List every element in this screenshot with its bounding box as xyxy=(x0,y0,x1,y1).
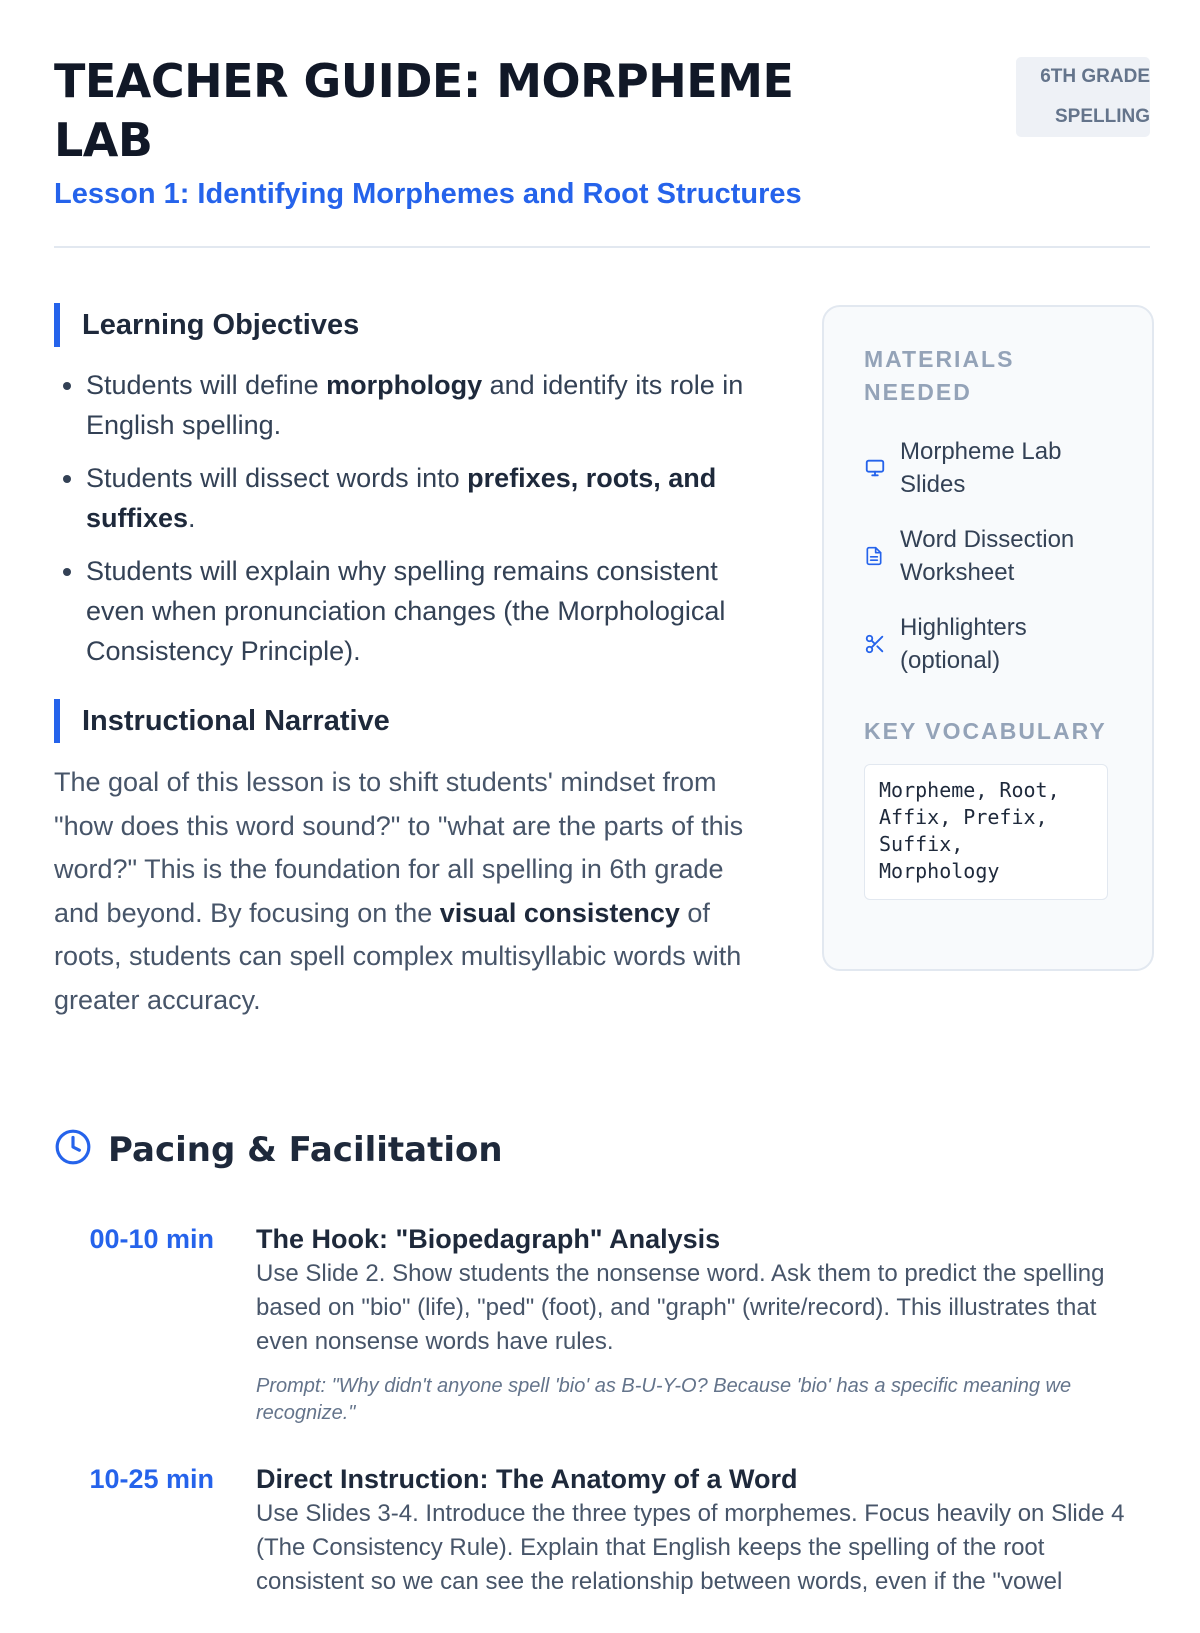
clock-icon xyxy=(54,1128,92,1171)
objective-bold: morphology xyxy=(326,370,483,400)
objectives-heading: Learning Objectives xyxy=(54,303,764,347)
pacing-row-desc: Use Slide 2. Show students the nonsense word. Ask them to predict the spelling based on "bio" (life), "ped" (foot), and "graph" (write/record). This illustrates that even nonsense words have rules. xyxy=(256,1260,1105,1355)
header-divider xyxy=(54,246,1150,248)
narrative-paragraph xyxy=(54,761,764,1022)
page-title: TEACHER GUIDE: MORPHEME LAB xyxy=(54,54,794,167)
vocab-heading: KEY VOCABULARY xyxy=(864,718,1107,744)
objective-bold: prefixes, roots, and suffixes xyxy=(86,463,717,533)
pacing-body xyxy=(256,1461,1150,1599)
vocab-box: Morpheme, Root, Affix, Prefix, Suffix, Morphology xyxy=(864,764,1108,900)
lesson-subtitle: Lesson 1: Identifying Morphemes and Root Structures xyxy=(54,178,802,210)
pacing-row-desc: Use Slides 3-4. Introduce the three types of morphemes. Focus heavily on Slide 4 (The Consistency Rule). Explain that English keeps the spelling of the root consistent so we can see the relationship between words, even if the "vowel xyxy=(256,1500,1125,1595)
pacing-rows xyxy=(54,1221,1150,1599)
pacing-row xyxy=(54,1221,1150,1427)
pacing-row-title: Direct Instruction: The Anatomy of a Word xyxy=(256,1464,798,1494)
badge-subject: SPELLING xyxy=(1054,106,1150,127)
material-item xyxy=(864,435,1112,501)
materials-heading: MATERIALS NEEDED xyxy=(864,346,1015,405)
list-item xyxy=(86,551,764,671)
material-item xyxy=(864,611,1112,677)
pacing-title: Pacing & Facilitation xyxy=(108,1129,503,1170)
pacing-section xyxy=(54,1128,1150,1633)
objective-text: and identify its role in English spelling. xyxy=(86,370,744,440)
pacing-row xyxy=(54,1461,1150,1599)
pacing-heading xyxy=(54,1128,1150,1171)
objectives-list xyxy=(54,365,764,671)
narrative-bold: visual consistency xyxy=(439,897,680,928)
narrative-text: of roots, students can spell complex multisyllabic words with greater accuracy. xyxy=(54,897,742,1015)
grade-badge xyxy=(1016,57,1150,137)
time-label: 00-10 min xyxy=(89,1224,214,1254)
materials-list xyxy=(864,435,1112,677)
sidebar-card xyxy=(822,305,1154,971)
main-column xyxy=(54,303,764,1022)
material-label: Morpheme Lab Slides xyxy=(900,438,1062,498)
document-icon xyxy=(864,545,900,567)
page xyxy=(54,0,1150,248)
narrative-heading: Instructional Narrative xyxy=(54,699,764,743)
time-label: 10-25 min xyxy=(89,1464,214,1494)
list-item xyxy=(86,365,764,445)
badge-grade: 6TH GRADE xyxy=(1040,66,1150,87)
pacing-row-title: The Hook: "Biopedagraph" Analysis xyxy=(256,1224,721,1254)
list-item xyxy=(86,458,764,538)
material-label: Highlighters (optional) xyxy=(900,614,1027,674)
scissors-icon xyxy=(864,633,900,655)
objective-text: Students will define xyxy=(86,370,327,400)
objective-text: Students will dissect words into xyxy=(86,463,468,493)
pacing-body xyxy=(256,1221,1150,1427)
guide-header xyxy=(54,0,1150,248)
monitor-icon xyxy=(864,457,900,479)
objective-text: . xyxy=(188,503,196,533)
narrative-text: The goal of this lesson is to shift students' mindset from "how does this word sound?" to "what are the parts of this word?" This is the foundation for all spelling in 6th grade and beyond. By focusing on the xyxy=(54,767,744,928)
objective-text: Students will explain why spelling remains consistent even when pronunciation changes (the Morphological Consistency Principle). xyxy=(86,556,726,666)
pacing-row-prompt: Prompt: "Why didn't anyone spell 'bio' as B-U-Y-O? Because 'bio' has a specific meaning we recognize." xyxy=(256,1375,1072,1424)
material-label: Word Dissection Worksheet xyxy=(900,526,1075,586)
material-item xyxy=(864,523,1112,589)
